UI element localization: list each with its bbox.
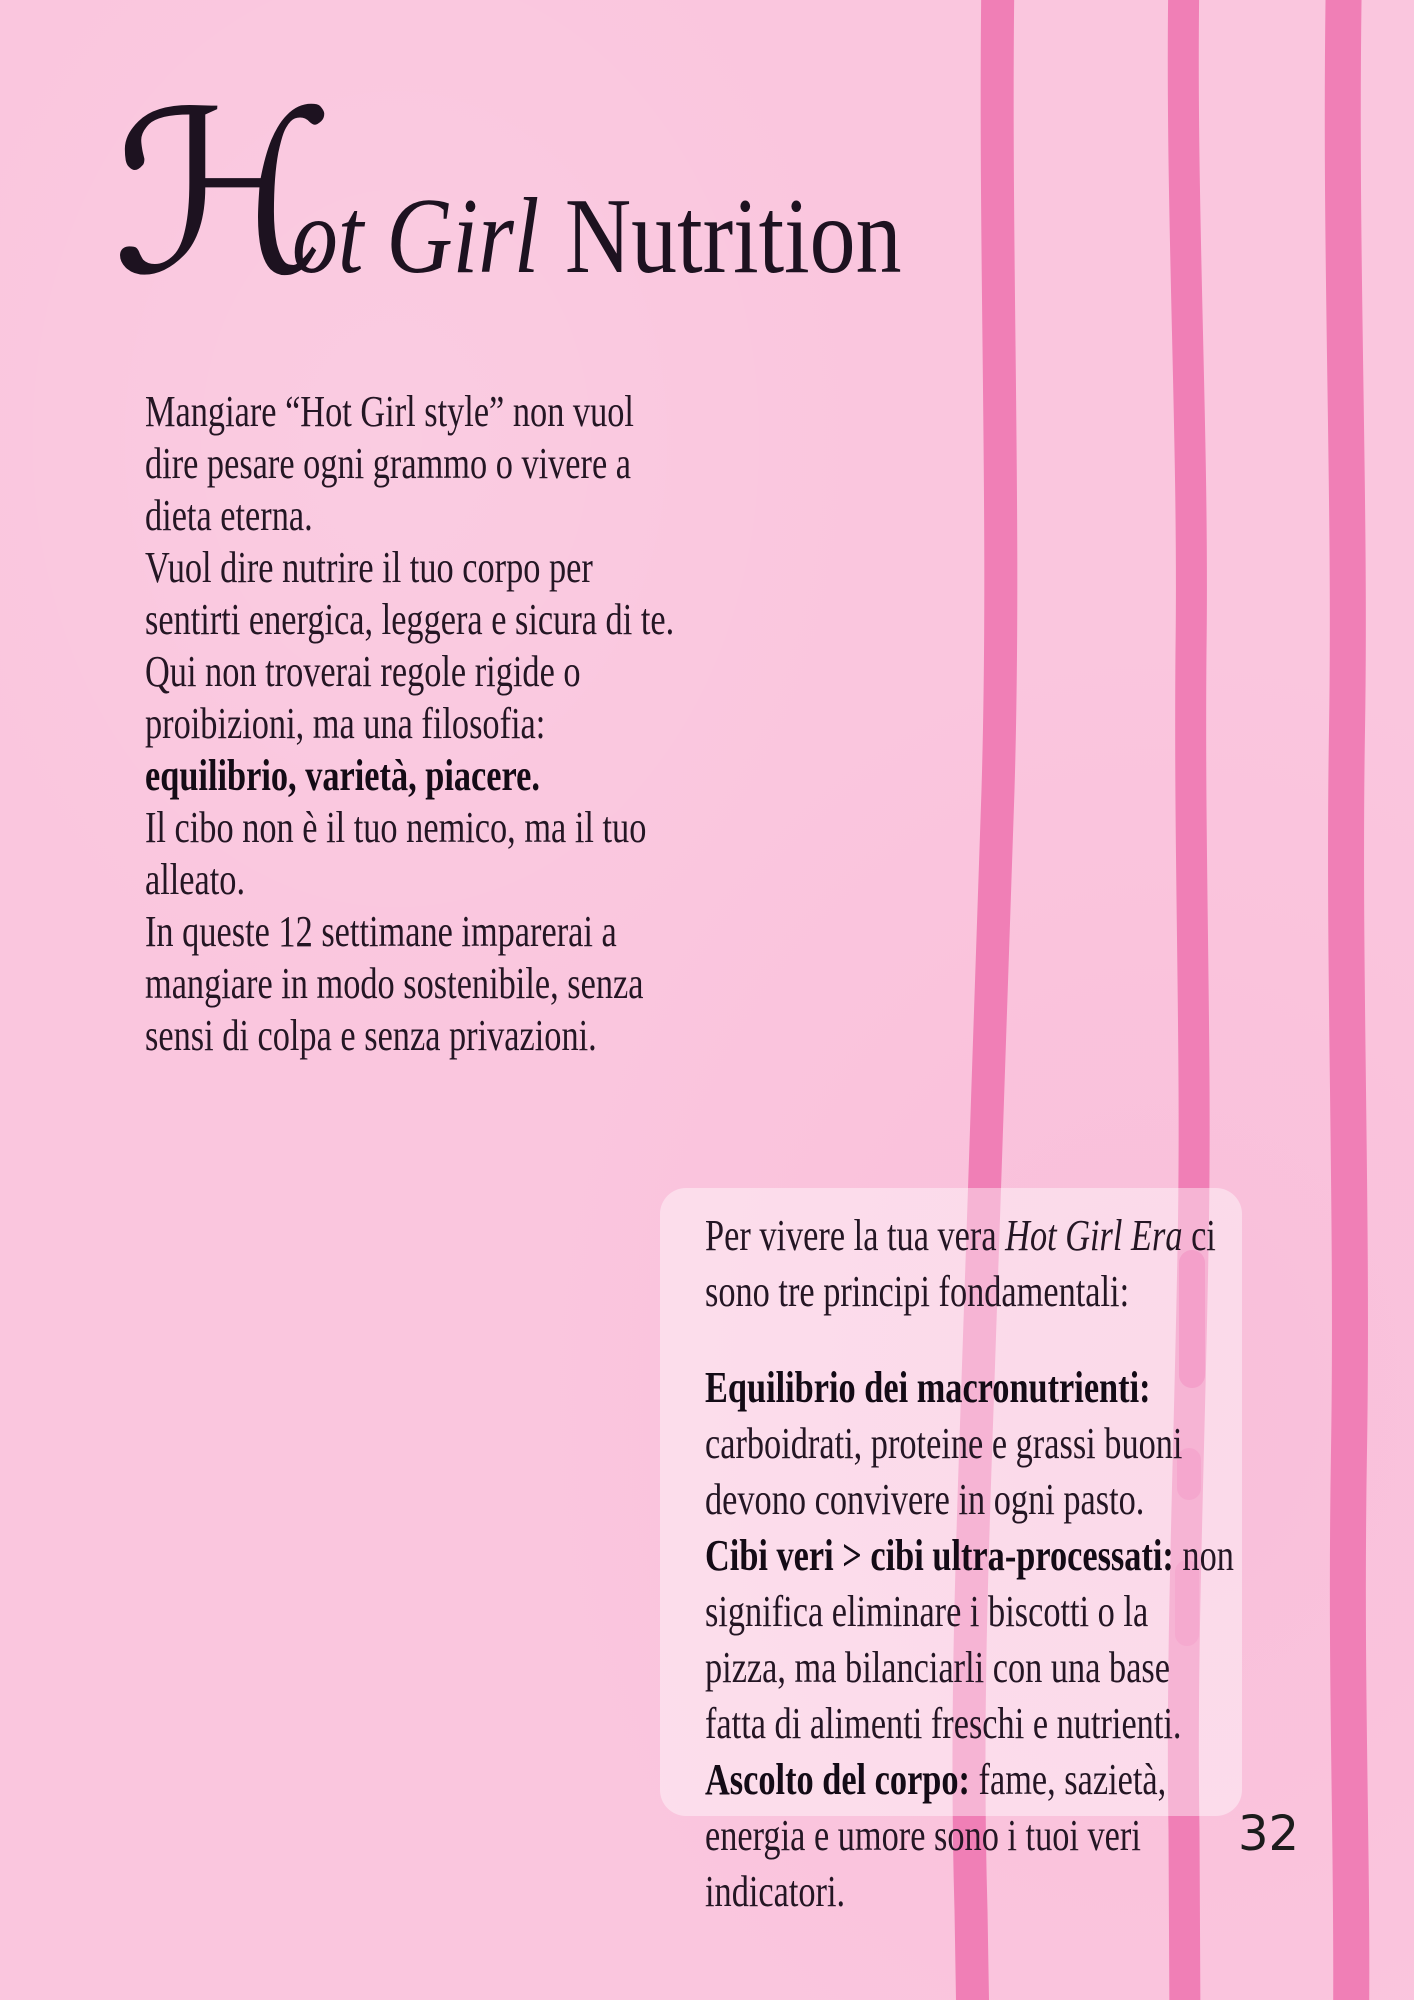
text-line [705, 1208, 1216, 1264]
text-segment: Cibi veri > cibi ultra-processati: [705, 1531, 1174, 1580]
principles-intro-paragraph [705, 1208, 1216, 1320]
text-line [705, 1864, 1234, 1920]
text-line [705, 1360, 1234, 1416]
text-segment: sono tre principi fondamentali: [705, 1267, 1130, 1316]
text-segment: equilibrio, varietà, piacere. [145, 751, 540, 800]
text-segment: dire pesare ogni grammo o vivere a [145, 439, 632, 488]
title-script-h: ℋ [112, 64, 335, 326]
text-line [145, 750, 674, 802]
text-segment: mangiare in modo sostenibile, senza [145, 959, 644, 1008]
text-line [705, 1696, 1234, 1752]
principles-paragraph [705, 1360, 1234, 1920]
text-segment: Qui non troverai regole rigide o [145, 647, 581, 696]
text-line [705, 1416, 1234, 1472]
text-line [145, 802, 674, 854]
title-text [292, 175, 901, 299]
text-segment: indicatori. [705, 1867, 846, 1916]
text-line [705, 1640, 1234, 1696]
text-line [705, 1264, 1216, 1320]
text-segment: Ascolto del corpo: [705, 1755, 970, 1804]
text-segment: Vuol dire nutrire il tuo corpo per [145, 543, 593, 592]
text-line [705, 1752, 1234, 1808]
title-italic-part: ot Girl [292, 177, 540, 296]
text-line [145, 958, 674, 1010]
text-segment: In queste 12 settimane imparerai a [145, 907, 617, 956]
text-segment: carboidrati, proteine e grassi buoni [705, 1419, 1183, 1468]
text-line [705, 1472, 1234, 1528]
text-segment: dieta eterna. [145, 491, 313, 540]
text-line [145, 646, 674, 698]
text-line [705, 1808, 1234, 1864]
intro-paragraph [145, 386, 674, 1062]
text-line [145, 906, 674, 958]
title-regular-part: Nutrition [565, 177, 902, 296]
page-title [112, 64, 1009, 326]
text-segment: energia e umore sono i tuoi veri [705, 1811, 1141, 1860]
page-number: 32 [1238, 1806, 1300, 1862]
text-segment: fatta di alimenti freschi e nutrienti. [705, 1699, 1182, 1748]
text-line [145, 490, 674, 542]
text-segment: pizza, ma bilanciarli con una base [705, 1643, 1171, 1692]
text-segment: ci [1182, 1211, 1216, 1260]
text-segment: sensi di colpa e senza privazioni. [145, 1011, 597, 1060]
text-segment: significa eliminare i biscotti o la [705, 1587, 1149, 1636]
text-segment: Equilibrio dei macronutrienti: [705, 1363, 1151, 1412]
text-segment: Per vivere la tua vera [705, 1211, 1006, 1260]
text-segment: Il cibo non è il tuo nemico, ma il tuo [145, 803, 647, 852]
text-line [145, 542, 674, 594]
text-line [145, 386, 674, 438]
text-segment: fame, sazietà, [969, 1755, 1167, 1804]
stripe-3 [1343, 0, 1352, 2000]
text-line [145, 1010, 674, 1062]
text-line [145, 438, 674, 490]
text-segment: alleato. [145, 855, 246, 904]
text-line [145, 698, 674, 750]
text-line [705, 1584, 1234, 1640]
text-segment: Mangiare “Hot Girl style” non vuol [145, 387, 634, 436]
text-segment: non [1173, 1531, 1234, 1580]
text-line [145, 594, 674, 646]
text-segment: sentirti energica, leggera e sicura di te. [145, 595, 675, 644]
text-segment: devono convivere in ogni pasto. [705, 1475, 1145, 1524]
text-segment: Hot Girl Era [1005, 1211, 1183, 1260]
text-line [705, 1528, 1234, 1584]
text-line [145, 854, 674, 906]
text-segment: proibizioni, ma una filosofia: [145, 699, 546, 748]
